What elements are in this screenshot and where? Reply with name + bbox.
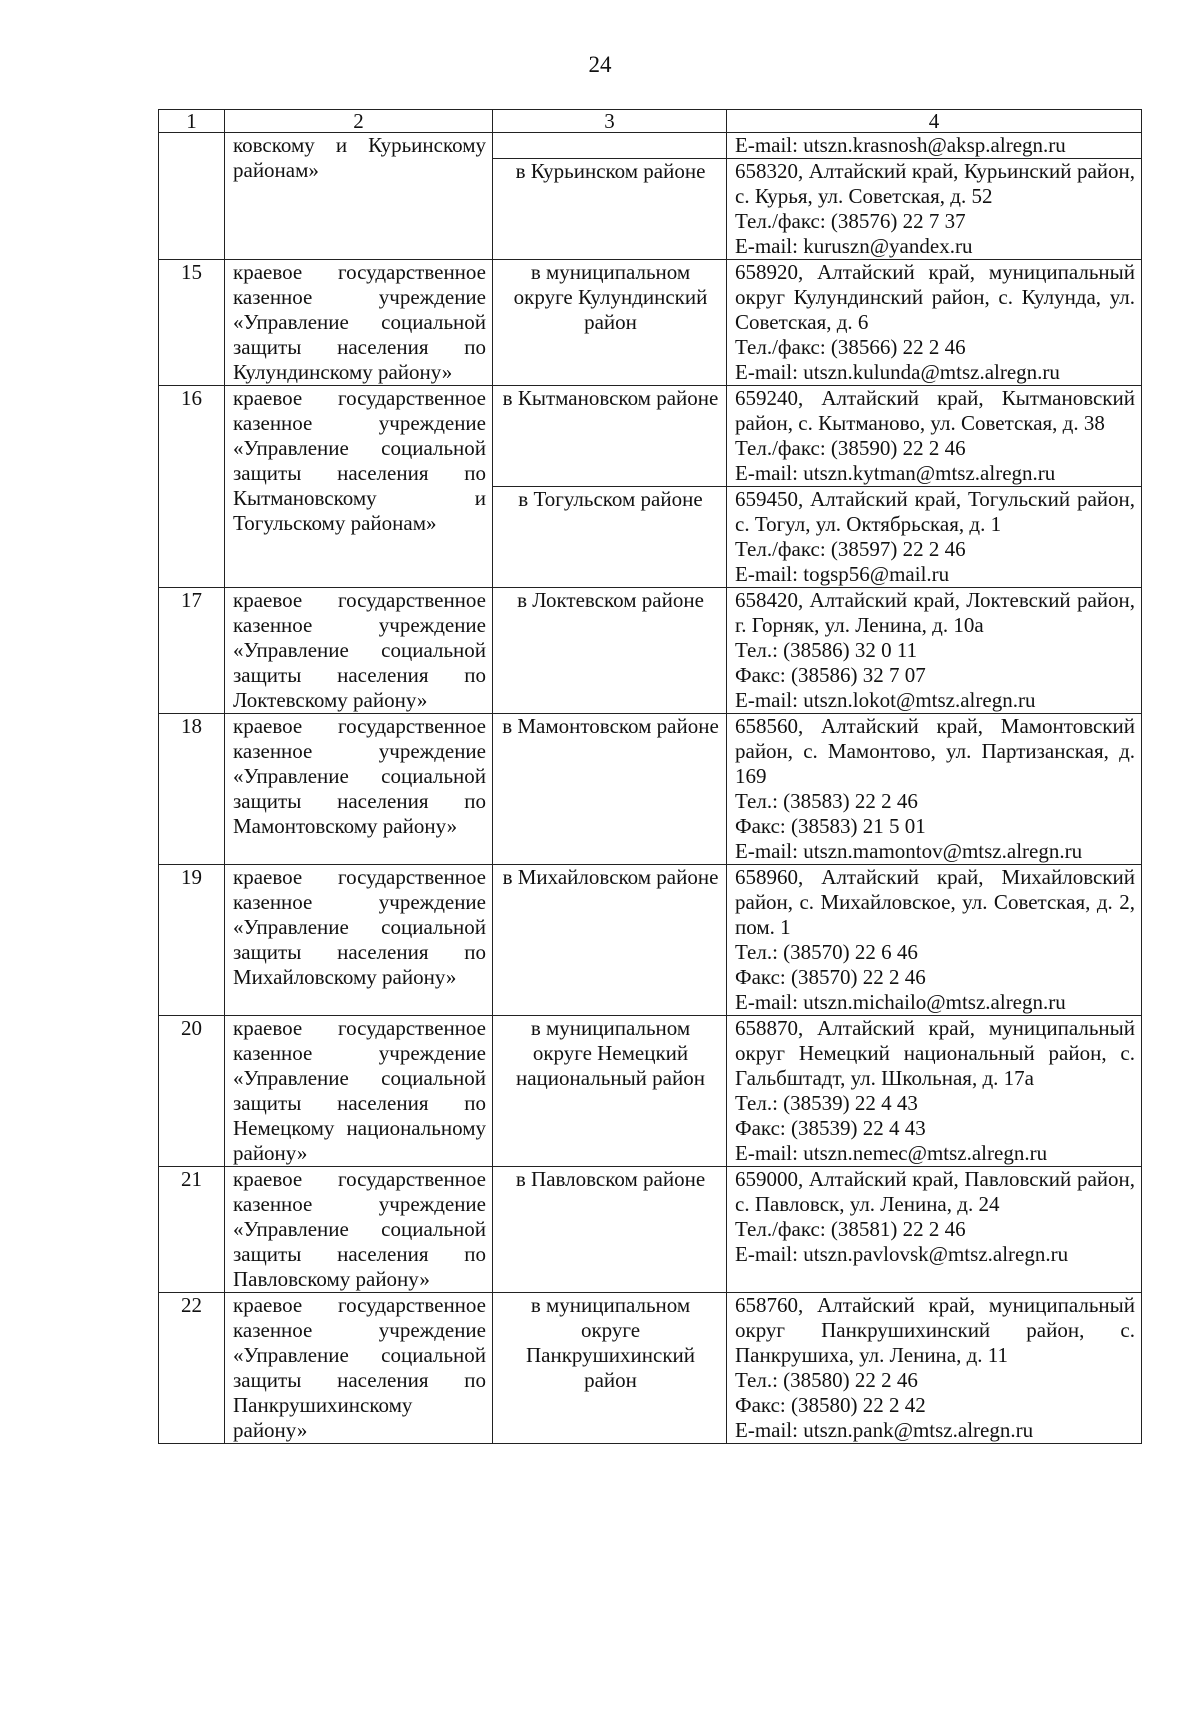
- location-cell: в Кытмановском районе: [493, 386, 727, 487]
- table-row: [159, 260, 1142, 386]
- institution-name: краевое государственное казенное учреждение «Управление социальной защиты населения по Мамонтовскому району»: [225, 714, 493, 865]
- email-line[interactable]: E-mail: utszn.nemec@mtsz.alregn.ru: [735, 1141, 1048, 1165]
- address-cell: [727, 1016, 1142, 1167]
- address-cell: [727, 487, 1142, 588]
- phone-line: Факс: (38580) 22 2 42: [735, 1393, 926, 1417]
- column-header: 3: [493, 110, 727, 133]
- phone-line: Факс: (38586) 32 7 07: [735, 663, 926, 687]
- address-line: 658560, Алтайский край, Мамонтовский район, с. Мамонтово, ул. Партизанская, д. 169: [735, 714, 1135, 788]
- phone-line: Тел.: (38583) 22 2 46: [735, 789, 918, 813]
- address-cell: [727, 1167, 1142, 1293]
- institution-name: краевое государственное казенное учреждение «Управление социальной защиты населения по Панкрушихинскому району»: [225, 1293, 493, 1444]
- institution-name: краевое государственное казенное учреждение «Управление социальной защиты населения по Михайловскому району»: [225, 865, 493, 1016]
- table-header-row: [159, 110, 1142, 133]
- address-cell: [727, 588, 1142, 714]
- row-number: 18: [159, 714, 225, 865]
- location-cell: в Павловском районе: [493, 1167, 727, 1293]
- phone-line: Тел./факс: (38566) 22 2 46: [735, 335, 966, 359]
- institution-name: краевое государственное казенное учреждение «Управление социальной защиты населения по Павловскому району»: [225, 1167, 493, 1293]
- phone-line: Тел./факс: (38590) 22 2 46: [735, 436, 966, 460]
- location-cell: в Локтевском районе: [493, 588, 727, 714]
- phone-line: Тел./факс: (38581) 22 2 46: [735, 1217, 966, 1241]
- address-cell: [727, 714, 1142, 865]
- address-line: 659450, Алтайский край, Тогульский район, с. Тогул, ул. Октябрьская, д. 1: [735, 487, 1135, 536]
- address-line: 658760, Алтайский край, муниципальный округ Панкрушихинский район, с. Панкрушиха, ул. Ленина, д. 11: [735, 1293, 1135, 1367]
- location-cell: в Михайловском районе: [493, 865, 727, 1016]
- table-row: [159, 865, 1142, 1016]
- address-cell: [727, 386, 1142, 487]
- phone-line: Факс: (38539) 22 4 43: [735, 1116, 926, 1140]
- row-number: 16: [159, 386, 225, 588]
- location-cell: в муниципальном округе Панкрушихинский район: [493, 1293, 727, 1444]
- address-line: 658320, Алтайский край, Курьинский район, с. Курья, ул. Советская, д. 52: [735, 159, 1135, 208]
- institution-name: ковскому и Курьинскому районам»: [225, 133, 493, 260]
- column-header: 4: [727, 110, 1142, 133]
- institution-name: краевое государственное казенное учреждение «Управление социальной защиты населения по Немецкому национальному району»: [225, 1016, 493, 1167]
- location-cell: в муниципальном округе Кулундинский район: [493, 260, 727, 386]
- phone-line: Тел.: (38539) 22 4 43: [735, 1091, 918, 1115]
- phone-line: Факс: (38583) 21 5 01: [735, 814, 926, 838]
- location-cell: в Курьинском районе: [493, 159, 727, 260]
- email-line[interactable]: E-mail: utszn.krasnosh@aksp.alregn.ru: [735, 133, 1066, 157]
- table-row: [159, 1293, 1142, 1444]
- email-line[interactable]: E-mail: utszn.mamontov@mtsz.alregn.ru: [735, 839, 1083, 863]
- phone-line: Тел.: (38580) 22 2 46: [735, 1368, 918, 1392]
- table-row: [159, 1016, 1142, 1167]
- email-line[interactable]: E-mail: utszn.kulunda@mtsz.alregn.ru: [735, 360, 1060, 384]
- location-cell: в муниципальном округе Немецкий национальный район: [493, 1016, 727, 1167]
- row-number: [159, 133, 225, 260]
- email-line[interactable]: E-mail: togsp56@mail.ru: [735, 562, 950, 586]
- phone-line: Тел./факс: (38576) 22 7 37: [735, 209, 966, 233]
- address-line: 659000, Алтайский край, Павловский район, с. Павловск, ул. Ленина, д. 24: [735, 1167, 1135, 1216]
- email-line[interactable]: E-mail: utszn.pank@mtsz.alregn.ru: [735, 1418, 1034, 1442]
- table-row: [159, 1167, 1142, 1293]
- institutions-table: [158, 109, 1142, 1444]
- institution-name: краевое государственное казенное учреждение «Управление социальной защиты населения по Кулундинскому району»: [225, 260, 493, 386]
- table-row: [159, 714, 1142, 865]
- location-cell: [493, 133, 727, 159]
- email-line[interactable]: E-mail: utszn.kytman@mtsz.alregn.ru: [735, 461, 1056, 485]
- row-number: 22: [159, 1293, 225, 1444]
- row-number: 17: [159, 588, 225, 714]
- address-line: 658870, Алтайский край, муниципальный округ Немецкий национальный район, с. Гальбштадт, ул. Школьная, д. 17а: [735, 1016, 1135, 1090]
- row-number: 20: [159, 1016, 225, 1167]
- location-cell: в Мамонтовском районе: [493, 714, 727, 865]
- phone-line: Тел./факс: (38597) 22 2 46: [735, 537, 966, 561]
- location-cell: в Тогульском районе: [493, 487, 727, 588]
- address-cell: [727, 260, 1142, 386]
- address-line: 659240, Алтайский край, Кытмановский район, с. Кытманово, ул. Советская, д. 38: [735, 386, 1135, 435]
- column-header: 1: [159, 110, 225, 133]
- address-cell: [727, 865, 1142, 1016]
- table-row: [159, 133, 1142, 159]
- institution-name: краевое государственное казенное учреждение «Управление социальной защиты населения по Локтевскому району»: [225, 588, 493, 714]
- row-number: 21: [159, 1167, 225, 1293]
- address-cell: [727, 159, 1142, 260]
- address-line: 658920, Алтайский край, муниципальный округ Кулундинский район, с. Кулунда, ул. Советская, д. 6: [735, 260, 1135, 334]
- table-row: [159, 386, 1142, 487]
- phone-line: Тел.: (38586) 32 0 11: [735, 638, 918, 662]
- email-line[interactable]: E-mail: utszn.lokot@mtsz.alregn.ru: [735, 688, 1036, 712]
- email-line[interactable]: E-mail: utszn.pavlovsk@mtsz.alregn.ru: [735, 1242, 1069, 1266]
- address-line: 658420, Алтайский край, Локтевский район, г. Горняк, ул. Ленина, д. 10а: [735, 588, 1135, 637]
- institution-name: краевое государственное казенное учреждение «Управление социальной защиты населения по Кытмановскому и Тогульскому районам»: [225, 386, 493, 588]
- row-number: 15: [159, 260, 225, 386]
- table-row: [159, 588, 1142, 714]
- phone-line: Тел.: (38570) 22 6 46: [735, 940, 918, 964]
- page-number: 24: [588, 52, 612, 77]
- email-line[interactable]: E-mail: utszn.michailo@mtsz.alregn.ru: [735, 990, 1066, 1014]
- email-line[interactable]: E-mail: kuruszn@yandex.ru: [735, 234, 973, 258]
- row-number: 19: [159, 865, 225, 1016]
- column-header: 2: [225, 110, 493, 133]
- address-cell: [727, 1293, 1142, 1444]
- address-cell: [727, 133, 1142, 159]
- address-line: 658960, Алтайский край, Михайловский район, с. Михайловское, ул. Советская, д. 2, пом. 1: [735, 865, 1135, 939]
- phone-line: Факс: (38570) 22 2 46: [735, 965, 926, 989]
